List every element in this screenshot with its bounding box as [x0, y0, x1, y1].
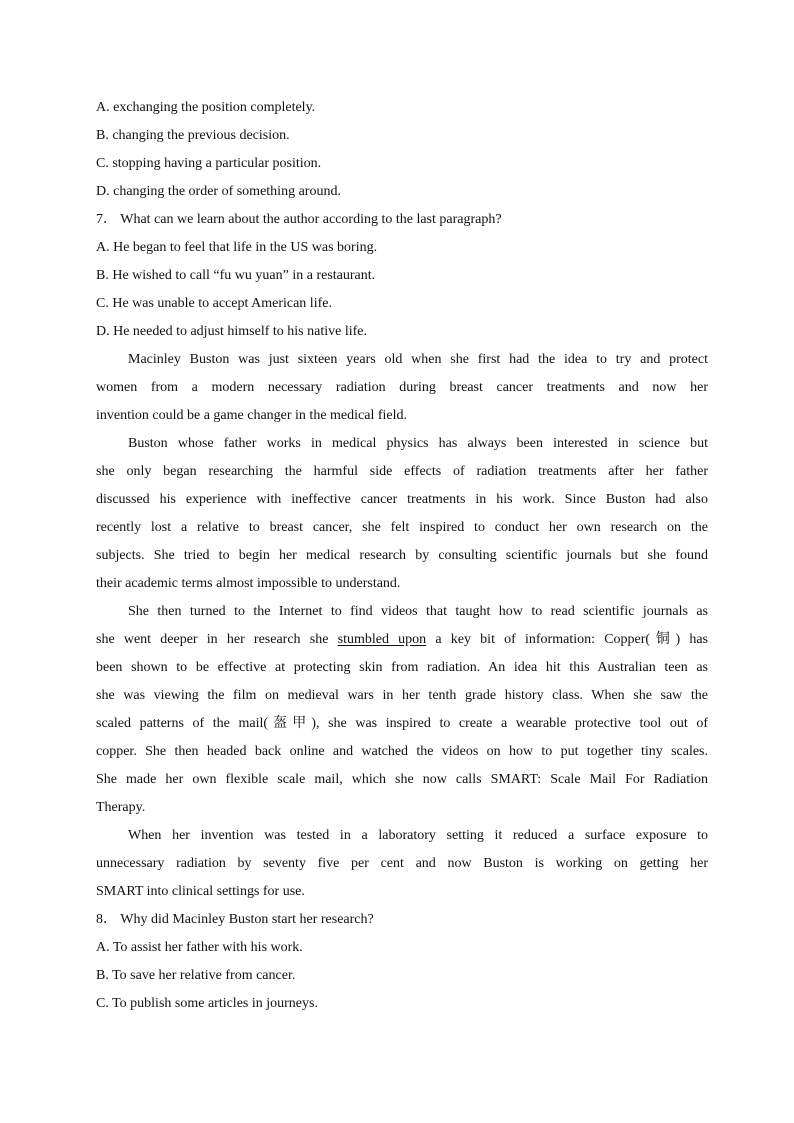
paragraph-line: women from a modern necessary radiation during breast cancer treatments and now her — [96, 380, 708, 395]
option-c: C. To publish some articles in journeys. — [96, 996, 318, 1011]
paragraph-line: Buston whose father works in medical physics has always been interested in science but — [128, 436, 708, 451]
question-8-stem: 8． Why did Macinley Buston start her research? — [96, 912, 374, 927]
text-span: she went deeper in her research she — [96, 632, 338, 647]
option-b: B. To save her relative from cancer. — [96, 968, 296, 983]
paragraph-line — [96, 626, 708, 654]
passage-paragraph-4 — [96, 822, 708, 906]
option-b: B. changing the previous decision. — [96, 128, 290, 143]
paragraph-line: she was viewing the film on medieval wars in her tenth grade history class. When she saw the — [96, 688, 708, 703]
paragraph-line: she only began researching the harmful side effects of radiation treatments after her father — [96, 464, 708, 479]
paragraph-line: unnecessary radiation by seventy five per cent and now Buston is working on getting her — [96, 856, 708, 871]
option-a: A. He began to feel that life in the US was boring. — [96, 240, 378, 255]
passage-paragraph-1 — [96, 346, 708, 430]
paragraph-line: She made her own flexible scale mail, which she now calls SMART: Scale Mail For Radiation — [96, 772, 708, 787]
question-7 — [96, 206, 708, 346]
paragraph-line: Macinley Buston was just sixteen years old when she first had the idea to try and protect — [128, 352, 708, 367]
paragraph-line: invention could be a game changer in the medical field. — [96, 408, 407, 423]
paragraph-line: subjects. She tried to begin her medical research by consulting scientific journals but she found — [96, 548, 708, 563]
paragraph-line: When her invention was tested in a laboratory setting it reduced a surface exposure to — [128, 828, 708, 843]
paragraph-line: their academic terms almost impossible to understand. — [96, 576, 401, 591]
text-span: a key bit of information: Copper(铜) has — [426, 632, 708, 647]
question-6-options — [96, 94, 708, 206]
passage-paragraph-3 — [96, 598, 708, 822]
passage-paragraph-2 — [96, 430, 708, 598]
underlined-phrase: stumbled upon — [337, 632, 427, 647]
paragraph-line: been shown to be effective at protecting skin from radiation. An idea hit this Australian teen as — [96, 660, 708, 675]
paragraph-line: discussed his experience with ineffective cancer treatments in his work. Since Buston had also — [96, 492, 708, 507]
question-8 — [96, 906, 708, 1018]
question-7-stem: 7． What can we learn about the author according to the last paragraph? — [96, 212, 502, 227]
option-a: A. exchanging the position completely. — [96, 100, 316, 115]
option-b: B. He wished to call “fu wu yuan” in a restaurant. — [96, 268, 376, 283]
option-c: C. He was unable to accept American life. — [96, 296, 332, 311]
paragraph-line: Therapy. — [96, 800, 146, 815]
paragraph-line: She then turned to the Internet to find videos that taught how to read scientific journals as — [128, 604, 708, 619]
paragraph-line: scaled patterns of the mail(盔甲), she was inspired to create a wearable protective tool out of — [96, 716, 708, 731]
option-a: A. To assist her father with his work. — [96, 940, 303, 955]
paragraph-line: recently lost a relative to breast cancer, she felt inspired to conduct her own research on the — [96, 520, 708, 535]
paragraph-line: SMART into clinical settings for use. — [96, 884, 305, 899]
option-c: C. stopping having a particular position. — [96, 156, 322, 171]
text-column — [96, 94, 708, 1018]
paragraph-line: copper. She then headed back online and watched the videos on how to put together tiny scales. — [96, 744, 708, 759]
option-d: D. He needed to adjust himself to his native life. — [96, 324, 367, 339]
option-d: D. changing the order of something around. — [96, 184, 341, 199]
